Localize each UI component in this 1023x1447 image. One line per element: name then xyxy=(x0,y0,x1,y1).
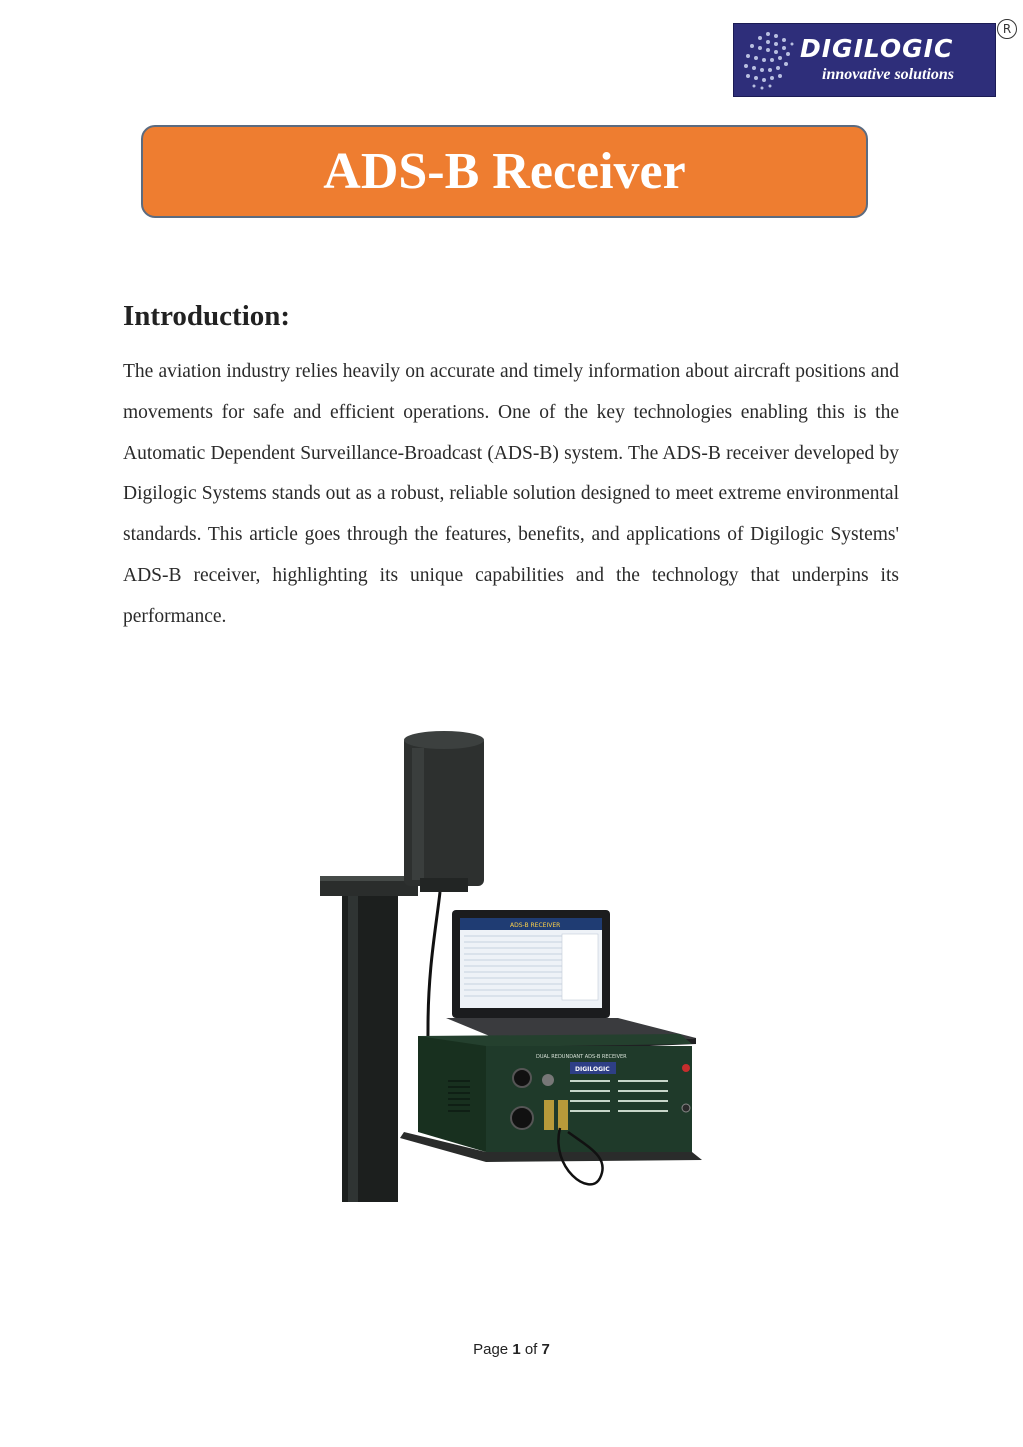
page-footer xyxy=(0,1341,1023,1358)
registered-mark-icon: R xyxy=(997,19,1017,39)
logo-dot-pattern-icon xyxy=(738,28,798,94)
receiver-brand-badge: DIGILOGIC xyxy=(575,1066,610,1073)
total-pages-number: 7 xyxy=(541,1341,550,1358)
receiver-chassis-front xyxy=(486,1046,692,1152)
ads-b-receiver-product-image xyxy=(300,728,720,1208)
page-label: Page xyxy=(473,1341,509,1358)
company-logo xyxy=(733,23,996,97)
receiver-panel-label: DUAL REDUNDANT ADS-B RECEIVER xyxy=(536,1054,627,1060)
logo-brand-text: DIGILOGIC xyxy=(800,34,954,63)
current-page-number: 1 xyxy=(512,1341,521,1358)
page-separator: of xyxy=(524,1341,538,1358)
introduction-paragraph: The aviation industry relies heavily on accurate and timely information about aircraft positions and movements for safe and efficient operations. One of the key technologies enabling this is the Automatic Dependent Surveillance-Broadcast (ADS-B) system. The ADS-B receiver developed by Digilogic Systems stands out as a robust, reliable solution designed to meet extreme environmental standards. This article goes through the features, benefits, and applications of Digilogic Systems' ADS-B receiver, highlighting its unique capabilities and the technology that underpins its performance. xyxy=(123,361,899,627)
introduction-heading: Introduction: xyxy=(123,300,291,332)
laptop-screen-title: ADS-B RECEIVER xyxy=(510,922,561,929)
title-banner xyxy=(141,125,868,218)
logo-tagline: innovative solutions xyxy=(822,66,955,83)
document-title: ADS-B Receiver xyxy=(323,143,686,200)
